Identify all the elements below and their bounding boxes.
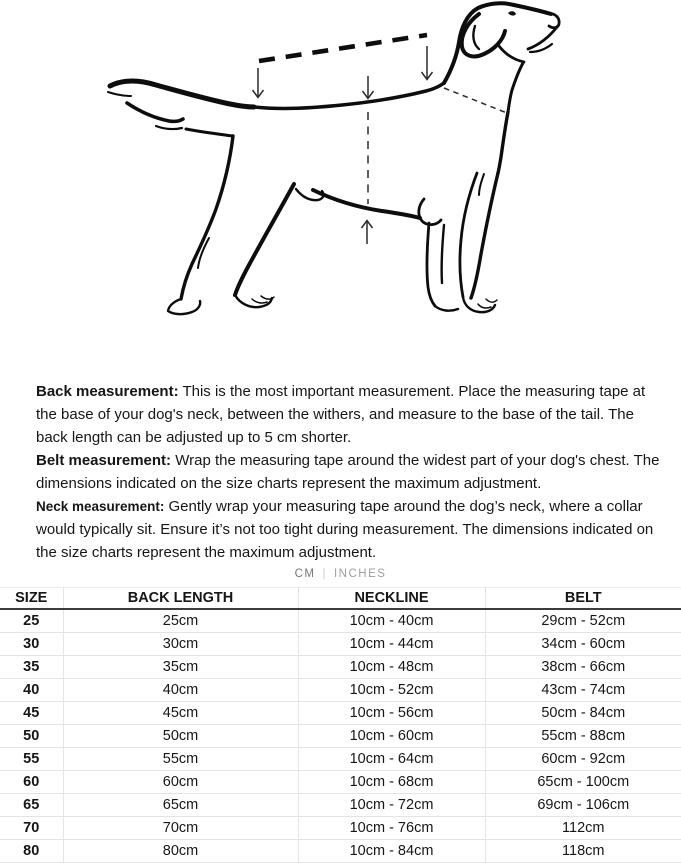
table-row xyxy=(0,702,681,725)
back-length-cell: 35cm xyxy=(63,656,298,679)
back-length-cell: 60cm xyxy=(63,771,298,794)
belt-cell: 50cm - 84cm xyxy=(485,702,681,725)
col-header-belt: BELT xyxy=(485,588,681,610)
belt-cell: 118cm xyxy=(485,840,681,863)
dog-eye xyxy=(508,11,516,15)
table-row xyxy=(0,817,681,840)
belt-cell: 34cm - 60cm xyxy=(485,633,681,656)
unit-toggle xyxy=(0,568,681,580)
instruction-paragraph: Neck measurement: Gently wrap your measuring tape around the dog’s neck, where a collar would typically sit. Ensure it’s not too tight during measurement. The dimensions indicated on the size charts represent the maximum adjustment. xyxy=(36,498,654,561)
neckline-cell: 10cm - 84cm xyxy=(298,840,485,863)
back-length-dashed-line xyxy=(259,35,427,61)
down-arrow-icon xyxy=(363,76,374,99)
back-measurement-indicator xyxy=(253,35,433,98)
neckline-cell: 10cm - 48cm xyxy=(298,656,485,679)
back-length-cell: 50cm xyxy=(63,725,298,748)
measurement-instructions xyxy=(36,380,666,564)
instruction-paragraph: Belt measurement: Wrap the measuring tape around the widest part of your dog's chest. The dimensions indicated on the size charts represent the maximum adjustment. xyxy=(36,452,660,492)
col-header-neckline: NECKLINE xyxy=(298,588,485,610)
back-length-cell: 40cm xyxy=(63,679,298,702)
neckline-cell: 10cm - 52cm xyxy=(298,679,485,702)
size-cell: 35 xyxy=(0,656,63,679)
dog-measurement-illustration xyxy=(0,0,681,366)
belt-cell: 55cm - 88cm xyxy=(485,725,681,748)
col-header-size: SIZE xyxy=(0,588,63,610)
belt-cell: 29cm - 52cm xyxy=(485,609,681,633)
back-length-cell: 25cm xyxy=(63,609,298,633)
instruction-label: Neck measurement: xyxy=(36,499,165,514)
neckline-cell: 10cm - 60cm xyxy=(298,725,485,748)
neck-measurement-indicator xyxy=(444,88,507,113)
belt-cell: 60cm - 92cm xyxy=(485,748,681,771)
neckline-cell: 10cm - 68cm xyxy=(298,771,485,794)
size-cell: 40 xyxy=(0,679,63,702)
belt-cell: 38cm - 66cm xyxy=(485,656,681,679)
size-table xyxy=(0,587,681,863)
size-cell: 80 xyxy=(0,840,63,863)
table-row xyxy=(0,656,681,679)
instruction-paragraph: Back measurement: This is the most important measurement. Place the measuring tape at the base of your dog's neck, between the withers, and measure to the base of the tail. The back length can be adjusted up to 5 cm shorter. xyxy=(36,383,646,446)
unit-cm-button[interactable]: CM xyxy=(294,568,316,580)
neckline-cell: 10cm - 56cm xyxy=(298,702,485,725)
size-cell: 30 xyxy=(0,633,63,656)
belt-cell: 112cm xyxy=(485,817,681,840)
size-cell: 50 xyxy=(0,725,63,748)
up-arrow-icon xyxy=(362,221,373,245)
back-length-cell: 70cm xyxy=(63,817,298,840)
belt-cell: 65cm - 100cm xyxy=(485,771,681,794)
table-header-row xyxy=(0,588,681,610)
back-length-cell: 45cm xyxy=(63,702,298,725)
down-arrow-icon xyxy=(253,68,264,98)
down-arrow-icon xyxy=(422,46,433,80)
neckline-cell: 10cm - 64cm xyxy=(298,748,485,771)
table-row xyxy=(0,840,681,863)
size-cell: 65 xyxy=(0,794,63,817)
table-row xyxy=(0,633,681,656)
neckline-cell: 10cm - 40cm xyxy=(298,609,485,633)
unit-inches-button[interactable]: INCHES xyxy=(333,568,387,580)
neck-dashed-line xyxy=(444,88,507,113)
size-cell: 25 xyxy=(0,609,63,633)
back-length-cell: 55cm xyxy=(63,748,298,771)
back-length-cell: 80cm xyxy=(63,840,298,863)
neckline-cell: 10cm - 72cm xyxy=(298,794,485,817)
dog-outline xyxy=(108,3,559,314)
back-length-cell: 30cm xyxy=(63,633,298,656)
table-row xyxy=(0,748,681,771)
size-cell: 55 xyxy=(0,748,63,771)
col-header-back-length: BACK LENGTH xyxy=(63,588,298,610)
table-row xyxy=(0,609,681,633)
unit-divider: | xyxy=(322,568,327,580)
table-row xyxy=(0,771,681,794)
table-row xyxy=(0,679,681,702)
neckline-cell: 10cm - 76cm xyxy=(298,817,485,840)
table-row xyxy=(0,725,681,748)
instruction-label: Back measurement: xyxy=(36,383,179,400)
size-cell: 60 xyxy=(0,771,63,794)
neckline-cell: 10cm - 44cm xyxy=(298,633,485,656)
table-row xyxy=(0,794,681,817)
instruction-label: Belt measurement: xyxy=(36,452,172,469)
belt-cell: 69cm - 106cm xyxy=(485,794,681,817)
back-length-cell: 65cm xyxy=(63,794,298,817)
size-cell: 70 xyxy=(0,817,63,840)
size-cell: 45 xyxy=(0,702,63,725)
belt-cell: 43cm - 74cm xyxy=(485,679,681,702)
